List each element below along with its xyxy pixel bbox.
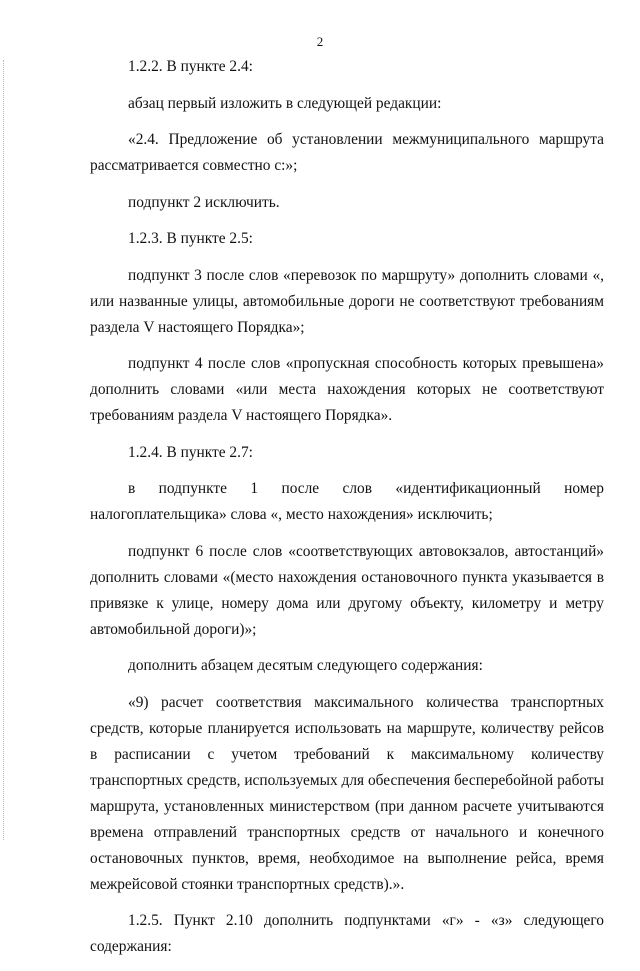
page-number: 2: [316, 34, 324, 49]
paragraph-1-2-4-heading: 1.2.4. В пункте 2.7:: [128, 443, 253, 461]
paragraph-1-2-3-heading: 1.2.3. В пункте 2.5:: [128, 230, 253, 247]
paragraph-subpoint-6: подпункт 6 после слов «соответствующих автовокзалов, автостанций» дополнить словами «(место нахождения остановочного пункта указывается в привязке к улице, номеру дома или другому объекту, километру и метру автомобильной дороги)»;: [90, 542, 604, 638]
paragraph-subpoint-1: в подпункте 1 после слов «идентификационный номер налогоплательщика» слова «, место нахождения» исключить;: [90, 480, 604, 523]
paragraph-exclude-subpoint-2: подпункт 2 исключить.: [128, 193, 280, 211]
scan-edge-mark: [3, 60, 5, 840]
paragraph-item-9-quote: «9) расчет соответствия максимального количества транспортных средств, которые планируется использовать на маршруте, количеству рейсов в расписании с учетом требований к максимальному количеству транспортных средств, используемых для обеспечения бесперебойной работы маршрута, установленных министерством (при данном расчете учитываются времена отправлений транспортных средств от начального и конечного остановочных пунктов, время, необходимое на выполнение рейса, время межрейсовой стоянки транспортных средств).».: [90, 693, 604, 893]
paragraph-add-abzac-10: дополнить абзацем десятым следующего содержания:: [128, 657, 483, 674]
paragraph-first-abzac: абзац первый изложить в следующей редакции:: [128, 94, 442, 112]
paragraph-1-2-5: 1.2.5. Пункт 2.10 дополнить подпунктами «г» - «з» следующего содержания:: [90, 912, 604, 955]
paragraph-1-2-2-heading: 1.2.2. В пункте 2.4:: [128, 58, 253, 75]
paragraph-subpoint-3: подпункт 3 после слов «перевозок по маршруту» дополнить словами «, или названные улицы, автомобильные дороги не соответствуют требованиям раздела V настоящего Порядка»;: [90, 266, 604, 336]
document-body: [90, 54, 604, 971]
paragraph-subpoint-4: подпункт 4 после слов «пропускная способность которых превышена» дополнить словами «или места нахождения которых не соответствуют требованиям раздела V настоящего Порядка».: [90, 355, 604, 424]
paragraph-2-4-quote: «2.4. Предложение об установлении межмуниципального маршрута рассматривается совместно с:»;: [90, 131, 604, 174]
